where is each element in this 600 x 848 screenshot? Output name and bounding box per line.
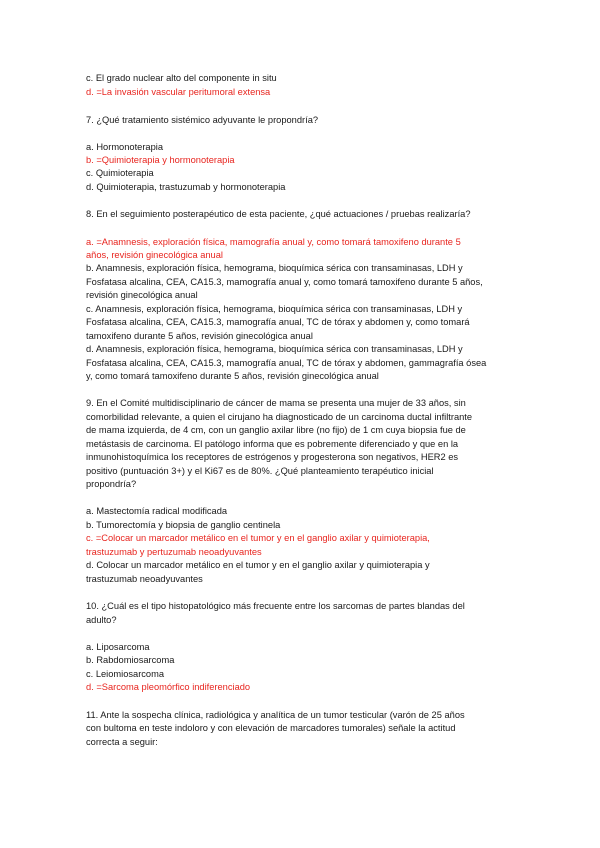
q9-option-d-cont: trastuzumab neoadyuvantes (86, 574, 203, 584)
q8-option-b-cont: Fosfatasa alcalina, CEA, CA15.3, mamografía anual y, como tomará tamoxifeno durante 5 años, (86, 277, 483, 287)
q7-option-c: c. Quimioterapia (86, 168, 154, 178)
q8-option-c: c. Anamnesis, exploración física, hemograma, bioquímica sérica con transaminasas, LDH y (86, 304, 463, 314)
q11-question-cont: con bultoma en teste indoloro y con elevación de marcadores tumorales) señale la actitud (86, 723, 456, 733)
q8-option-d: d. Anamnesis, exploración física, hemograma, bioquímica sérica con transaminasas, LDH y (86, 344, 463, 354)
q8-question: 8. En el seguimiento posterapéutico de esta paciente, ¿qué actuaciones / pruebas realizaría? (86, 209, 471, 219)
q10-option-d-correct: d. =Sarcoma pleomórfico indiferenciado (86, 682, 251, 692)
q9-option-c-correct-cont: trastuzumab y pertuzumab neoadyuvantes (86, 547, 262, 557)
q8-option-d-cont: y, como tomará tamoxifeno durante 5 años, revisión ginecológica anual (86, 371, 379, 381)
q10-option-c: c. Leiomiosarcoma (86, 669, 165, 679)
q9-option-b: b. Tumorectomía y biopsia de ganglio centinela (86, 520, 281, 530)
q9-question-cont: metástasis de carcinoma. El patólogo informa que es pobremente diferenciado y que en la (86, 439, 459, 449)
q8-option-c-cont: tamoxifeno durante 5 años, revisión ginecológica anual (86, 331, 313, 341)
q9-question-cont: inmunohistoquímica los receptores de estrógenos y progesterona son negativos, HER2 es (86, 452, 459, 462)
q9-option-c-correct: c. =Colocar un marcador metálico en el tumor y en el ganglio axilar y quimioterapia, (86, 533, 430, 543)
q10-question: 10. ¿Cuál es el tipo histopatológico más frecuente entre los sarcomas de partes blandas del (86, 601, 465, 611)
q8-option-a-correct: a. =Anamnesis, exploración física, mamografía anual y, como tomará tamoxifeno durante 5 (86, 237, 461, 247)
q8-option-c-cont: Fosfatasa alcalina, CEA, CA15.3, mamografía anual, TC de tórax y abdomen y, como tomará (86, 317, 470, 327)
q10-question-cont: adulto? (86, 615, 117, 625)
q8-option-b-cont: revisión ginecológica anual (86, 290, 198, 300)
q9-question-cont: de mama izquierda, de 4 cm, con un ganglio axilar libre (no fijo) de 1 cm cuya biopsia fue de (86, 425, 466, 435)
q6-option-d-correct: d. =La invasión vascular peritumoral extensa (86, 87, 271, 97)
q8-option-b: b. Anamnesis, exploración física, hemograma, bioquímica sérica con transaminasas, LDH y (86, 263, 463, 273)
q8-option-a-correct-cont: años, revisión ginecológica anual (86, 250, 223, 260)
q8-option-d-cont: Fosfatasa alcalina, CEA, CA15.3, mamografía anual, TC de tórax y abdomen, gammagrafía ósea (86, 358, 487, 368)
q6-option-c: c. El grado nuclear alto del componente in situ (86, 73, 277, 83)
q9-question: 9. En el Comité multidisciplinario de cáncer de mama se presenta una mujer de 33 años, sin (86, 398, 466, 408)
q11-question-cont: correcta a seguir: (86, 737, 158, 747)
q10-option-b: b. Rabdomiosarcoma (86, 655, 175, 665)
q9-option-d: d. Colocar un marcador metálico en el tumor y en el ganglio axilar y quimioterapia y (86, 560, 430, 570)
q7-option-d: d. Quimioterapia, trastuzumab y hormonoterapia (86, 182, 286, 192)
q7-option-b-correct: b. =Quimioterapia y hormonoterapia (86, 155, 235, 165)
q11-question: 11. Ante la sospecha clínica, radiológica y analítica de un tumor testicular (varón de 25 años (86, 710, 465, 720)
q9-option-a: a. Mastectomía radical modificada (86, 506, 228, 516)
q10-option-a: a. Liposarcoma (86, 642, 150, 652)
q9-question-cont: comorbilidad relevante, a quien el cirujano ha diagnosticado de un carcinoma ductal infiltrante (86, 412, 473, 422)
q9-question-cont: propondría? (86, 479, 137, 489)
q7-option-a: a. Hormonoterapia (86, 142, 163, 152)
q9-question-cont: positivo (puntuación 3+) y el Ki67 es de 80%. ¿Qué planteamiento terapéutico inicial (86, 466, 434, 476)
q7-question: 7. ¿Qué tratamiento sistémico adyuvante le propondría? (86, 115, 319, 125)
